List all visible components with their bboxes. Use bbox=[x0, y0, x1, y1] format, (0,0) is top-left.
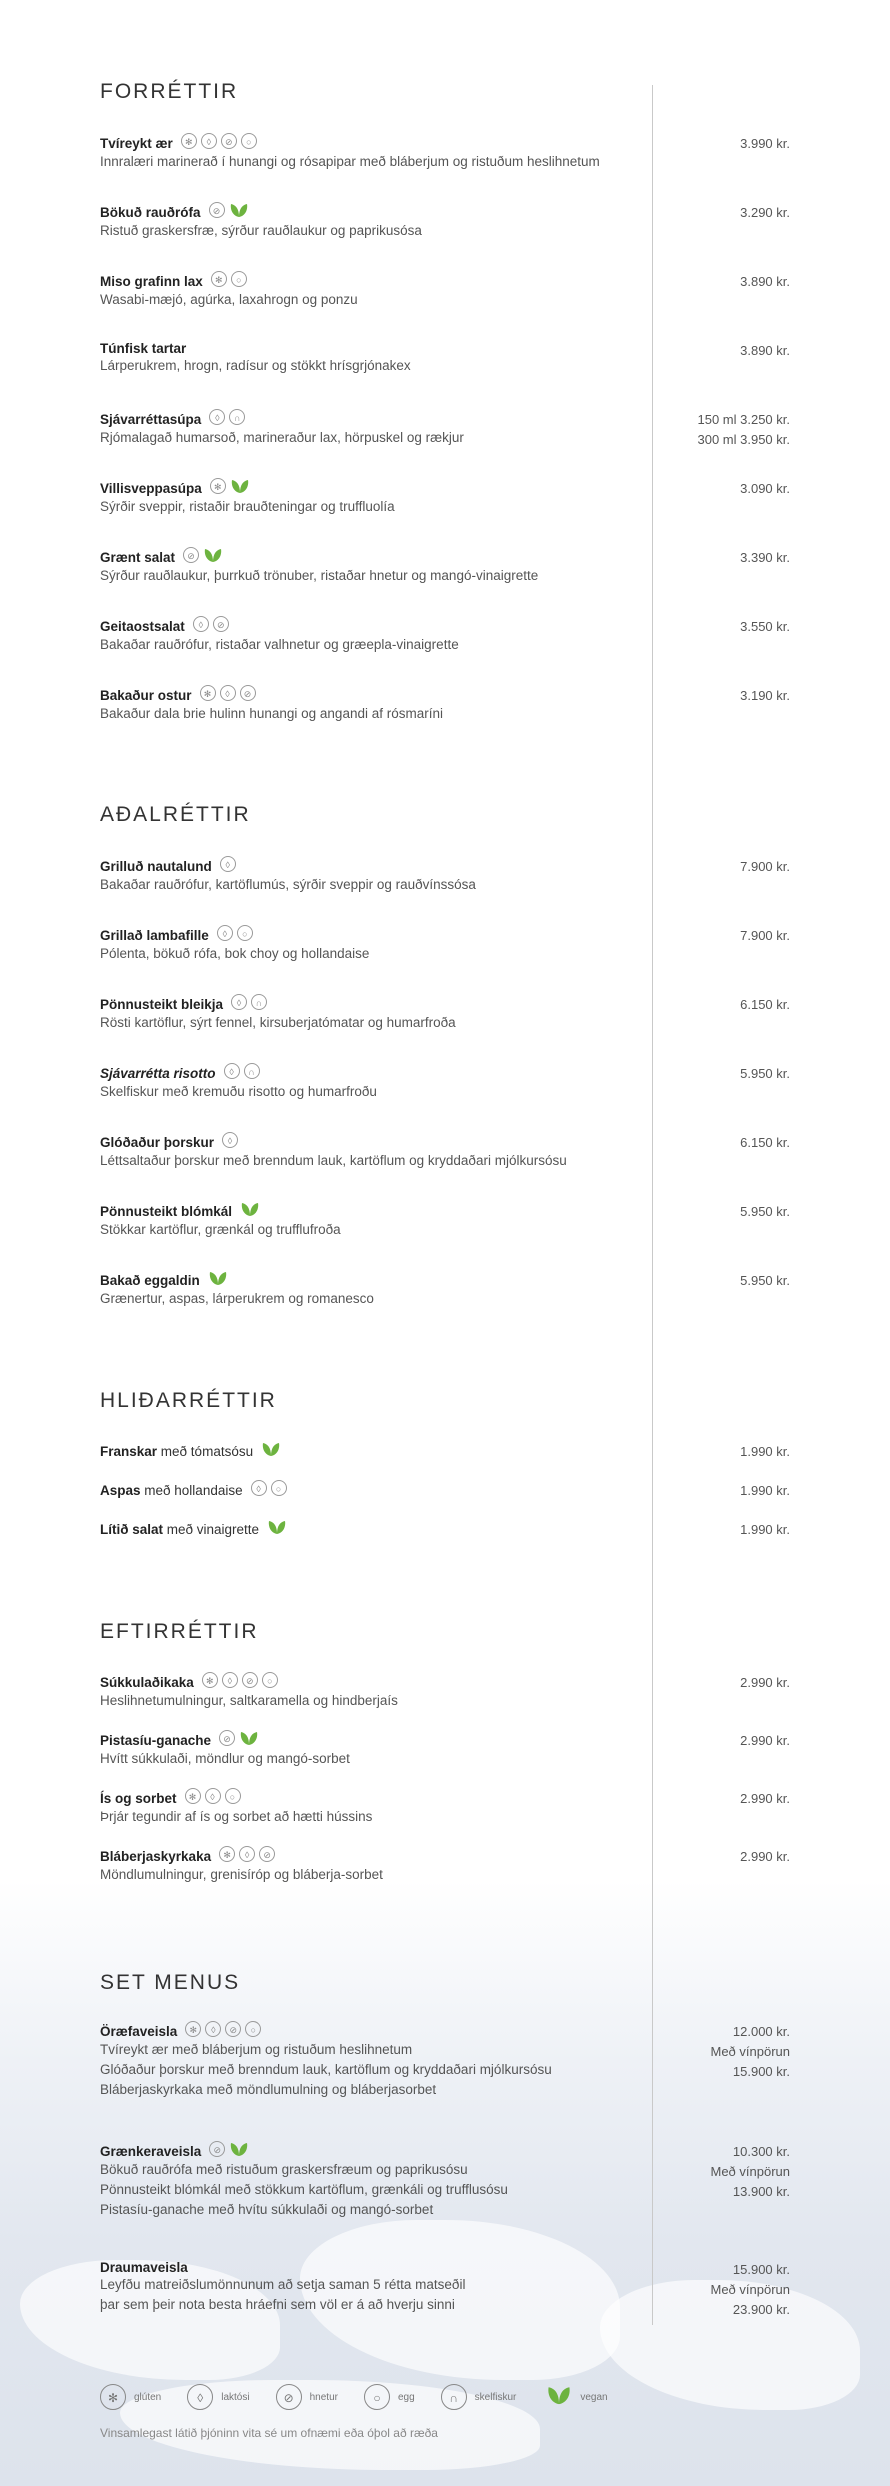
gluten-icon: ✻ bbox=[211, 271, 227, 287]
item-description: Rjómalagað humarsoð, marineraður lax, hörpuskel og rækjur bbox=[100, 430, 464, 445]
legend-item-hnetur bbox=[276, 2384, 338, 2410]
menu-item bbox=[100, 1202, 790, 1240]
item-description: Sýrðir sveppir, ristaðir brauðteningar og truffluolía bbox=[100, 499, 395, 514]
item-name: Draumaveisla bbox=[100, 2260, 188, 2275]
gluten-icon: ✻ bbox=[210, 478, 226, 494]
allergen-icons bbox=[206, 479, 250, 497]
allergen-icons bbox=[205, 2142, 249, 2160]
item-name: Ís og sorbet bbox=[100, 1790, 177, 1806]
item-name: Bakað eggaldin bbox=[100, 1272, 200, 1288]
price-line: Með vínpörun bbox=[710, 2164, 790, 2179]
egg-icon: ○ bbox=[241, 133, 257, 149]
laktosi-icon: ◊ bbox=[222, 1672, 238, 1688]
egg-icon: ○ bbox=[245, 2021, 261, 2037]
laktosi-icon: ◊ bbox=[205, 1788, 221, 1804]
hnetur-icon: ⊘ bbox=[242, 1672, 258, 1688]
item-name: Tvíreykt ær bbox=[100, 135, 173, 151]
item-price: 1.990 kr. bbox=[740, 1444, 790, 1459]
hnetur-icon: ⊘ bbox=[221, 133, 237, 149]
legend-item-vegan bbox=[542, 2386, 607, 2408]
egg-icon: ○ bbox=[231, 271, 247, 287]
menu-item bbox=[100, 1064, 790, 1102]
item-price: 2.990 kr. bbox=[740, 1791, 790, 1806]
item-price: 3.190 kr. bbox=[740, 688, 790, 703]
section-setmenus bbox=[100, 1971, 790, 1995]
item-description: Tvíreykt ær með bláberjum og ristuðum heslihnetum bbox=[100, 2042, 413, 2057]
egg-icon: ○ bbox=[364, 2384, 390, 2410]
item-description: Þrjár tegundir af ís og sorbet að hætti hússins bbox=[100, 1809, 373, 1824]
legend-label: laktósi bbox=[221, 2391, 250, 2403]
item-suffix: með vinaigrette bbox=[163, 1521, 260, 1537]
menu-item bbox=[100, 686, 790, 724]
menu-item bbox=[100, 2022, 790, 2100]
menu-item bbox=[100, 548, 790, 586]
allergen-icons bbox=[205, 410, 245, 428]
laktosi-icon: ◊ bbox=[201, 133, 217, 149]
allergen-icons bbox=[216, 857, 236, 875]
legend-label: glúten bbox=[134, 2391, 162, 2403]
item-description: Leyfðu matreiðslumönnunum að setja saman 5 rétta matseðil bbox=[100, 2277, 466, 2292]
item-name: Grilluð nautalund bbox=[100, 858, 212, 874]
item-description: Grænertur, aspas, lárperukrem og romanesco bbox=[100, 1291, 374, 1306]
hnetur-icon: ⊘ bbox=[276, 2384, 302, 2410]
price-line: 15.900 kr. bbox=[732, 2064, 790, 2079]
item-price: 7.900 kr. bbox=[740, 928, 790, 943]
item-price: 5.950 kr. bbox=[740, 1273, 790, 1288]
vegan-icon bbox=[229, 2141, 249, 2157]
item-description: Pönnusteikt blómkál með stökkum kartöflum, grænkáli og trufflusósu bbox=[100, 2182, 508, 2197]
allergen-icons bbox=[181, 1789, 241, 1807]
legend-item-egg bbox=[364, 2384, 415, 2410]
allergen-icons bbox=[263, 1520, 287, 1538]
price-line: 13.900 kr. bbox=[732, 2184, 790, 2199]
allergen-icons bbox=[213, 926, 253, 944]
item-name: Pönnusteikt bleikja bbox=[100, 996, 224, 1012]
item-price: 5.950 kr. bbox=[740, 1066, 790, 1081]
vegan-icon bbox=[229, 202, 249, 218]
menu-item bbox=[100, 1673, 790, 1711]
item-suffix: með tómatsósu bbox=[157, 1443, 254, 1459]
item-name: Súkkulaðikaka bbox=[100, 1674, 194, 1690]
gluten-icon: ✻ bbox=[202, 1672, 218, 1688]
laktosi-icon: ◊ bbox=[220, 685, 236, 701]
item-name: Bakaður ostur bbox=[100, 687, 192, 703]
vegan-icon bbox=[267, 1519, 287, 1535]
section-eftirrettir bbox=[100, 1620, 790, 1644]
allergen-icons bbox=[215, 1847, 275, 1865]
allergen-icons bbox=[181, 2022, 261, 2040]
menu-item bbox=[100, 2142, 790, 2220]
item-description: Pistasíu-ganache með hvítu súkkulaði og mangó-sorbet bbox=[100, 2202, 434, 2217]
item-description: Lárperukrem, hrogn, radísur og stökkt hrísgrjónakex bbox=[100, 358, 411, 373]
laktosi-icon: ◊ bbox=[217, 925, 233, 941]
section-title: HLIÐARRÉTTIR bbox=[100, 1389, 277, 1412]
egg-icon: ○ bbox=[225, 1788, 241, 1804]
hnetur-icon: ⊘ bbox=[209, 202, 225, 218]
legend-label: egg bbox=[397, 2391, 415, 2403]
gluten-icon: ✻ bbox=[219, 1846, 235, 1862]
item-name: Miso grafinn lax bbox=[100, 273, 203, 289]
legend-label: skelfiskur bbox=[474, 2391, 517, 2403]
allergen-icons bbox=[215, 1731, 259, 1749]
legend-label: hnetur bbox=[309, 2391, 338, 2403]
item-price: 3.290 kr. bbox=[740, 205, 790, 220]
price-line: 15.900 kr. bbox=[732, 2262, 790, 2277]
price-line: 300 ml 3.950 kr. bbox=[697, 432, 790, 447]
menu-item bbox=[100, 1520, 790, 1538]
menu-item bbox=[100, 203, 790, 241]
item-name: Pönnusteikt blómkál bbox=[100, 1203, 233, 1219]
item-description: Bakaðar rauðrófur, ristaðar valhnetur og græepla-vinaigrette bbox=[100, 637, 459, 652]
hnetur-icon: ⊘ bbox=[259, 1846, 275, 1862]
section-adalrettir bbox=[100, 803, 790, 827]
item-description: þar sem þeir nota besta hráefni sem völ er á að hverju sinni bbox=[100, 2297, 455, 2312]
vegan-icon bbox=[239, 1730, 259, 1746]
menu-item bbox=[100, 1442, 790, 1460]
laktosi-icon: ◊ bbox=[231, 994, 247, 1010]
skelfiskur-icon: ∩ bbox=[441, 2384, 467, 2410]
item-name: Bláberjaskyrkaka bbox=[100, 1848, 212, 1864]
vegan-icon bbox=[240, 1201, 260, 1217]
item-description: Léttsaltaður þorskur með brenndum lauk, kartöflum og kryddaðari mjólkursósu bbox=[100, 1153, 567, 1168]
item-name: Bökuð rauðrófa bbox=[100, 204, 201, 220]
legend-item-glúten bbox=[100, 2384, 161, 2410]
hnetur-icon: ⊘ bbox=[213, 616, 229, 632]
menu-item bbox=[100, 2260, 790, 2315]
laktosi-icon: ◊ bbox=[220, 856, 236, 872]
vegan-icon bbox=[203, 547, 223, 563]
menu-item bbox=[100, 1789, 790, 1827]
item-description: Innralæri marinerað í hunangi og rósapipar með bláberjum og ristuðum heslihnetum bbox=[100, 154, 600, 169]
item-price: 7.900 kr. bbox=[740, 859, 790, 874]
egg-icon: ○ bbox=[237, 925, 253, 941]
section-hlidarrettir bbox=[100, 1389, 790, 1413]
laktosi-icon: ◊ bbox=[193, 616, 209, 632]
item-description: Bökuð rauðrófa með ristuðum graskersfræum og paprikusósu bbox=[100, 2162, 468, 2177]
item-price: 3.890 kr. bbox=[740, 274, 790, 289]
allergen-icons bbox=[189, 617, 229, 635]
menu-item bbox=[100, 410, 790, 448]
item-description: Möndlumulningur, grenisíróp og bláberja-sorbet bbox=[100, 1867, 383, 1882]
item-name: Geitaostsalat bbox=[100, 618, 185, 634]
item-price bbox=[711, 2260, 791, 2320]
egg-icon: ○ bbox=[271, 1480, 287, 1496]
item-description: Stökkar kartöflur, grænkál og trufflufroða bbox=[100, 1222, 341, 1237]
laktosi-icon: ◊ bbox=[222, 1132, 238, 1148]
allergen-icons bbox=[205, 203, 249, 221]
item-price: 2.990 kr. bbox=[740, 1849, 790, 1864]
item-description: Ristuð graskersfræ, sýrður rauðlaukur og paprikusósa bbox=[100, 223, 422, 238]
vegan-icon bbox=[261, 1441, 281, 1457]
laktosi-icon: ◊ bbox=[224, 1063, 240, 1079]
hnetur-icon: ⊘ bbox=[240, 685, 256, 701]
item-name: Pistasíu-ganache bbox=[100, 1732, 212, 1748]
item-price: 1.990 kr. bbox=[740, 1483, 790, 1498]
item-price bbox=[711, 2022, 791, 2082]
item-description: Bakaðar rauðrófur, kartöflumús, sýrðir sveppir og rauðvínssósa bbox=[100, 877, 476, 892]
allergen-icons bbox=[196, 686, 256, 704]
menu-item bbox=[100, 341, 790, 376]
item-price: 2.990 kr. bbox=[740, 1675, 790, 1690]
allergen-icons bbox=[198, 1673, 278, 1691]
section-title: AÐALRÉTTIR bbox=[100, 803, 251, 826]
item-description: Bakaður dala brie hulinn hunangi og angandi af rósmaríni bbox=[100, 706, 443, 721]
item-price bbox=[711, 2142, 791, 2202]
skelfiskur-icon: ∩ bbox=[251, 994, 267, 1010]
item-price: 6.150 kr. bbox=[740, 997, 790, 1012]
legend-label: vegan bbox=[580, 2391, 608, 2403]
price-line: 10.300 kr. bbox=[732, 2144, 790, 2159]
vegan-icon bbox=[230, 478, 250, 494]
menu-item bbox=[100, 857, 790, 895]
allergen-icons bbox=[177, 134, 257, 152]
menu-item bbox=[100, 926, 790, 964]
allergen-icons bbox=[227, 995, 267, 1013]
allergen-legend bbox=[100, 2384, 634, 2410]
section-title: FORRÉTTIR bbox=[100, 80, 239, 103]
menu-item bbox=[100, 1731, 790, 1769]
allergen-icons bbox=[204, 1271, 228, 1289]
gluten-icon: ✻ bbox=[200, 685, 216, 701]
item-suffix: með hollandaise bbox=[140, 1482, 243, 1498]
item-name: Villisveppasúpa bbox=[100, 480, 202, 496]
menu-item bbox=[100, 617, 790, 655]
item-description: Rösti kartöflur, sýrt fennel, kirsuberjatómatar og humarfroða bbox=[100, 1015, 456, 1030]
item-description: Wasabi-mæjó, agúrka, laxahrogn og ponzu bbox=[100, 292, 358, 307]
item-name: Aspas bbox=[100, 1482, 141, 1498]
menu-item bbox=[100, 134, 790, 172]
gluten-icon: ✻ bbox=[185, 2021, 201, 2037]
allergen-icons bbox=[220, 1064, 260, 1082]
item-price: 3.890 kr. bbox=[740, 343, 790, 358]
hnetur-icon: ⊘ bbox=[225, 2021, 241, 2037]
allergen-icons bbox=[247, 1481, 287, 1499]
skelfiskur-icon: ∩ bbox=[229, 409, 245, 425]
item-name: Grillað lambafille bbox=[100, 927, 209, 943]
hnetur-icon: ⊘ bbox=[209, 2141, 225, 2157]
menu-item bbox=[100, 1847, 790, 1885]
item-price: 1.990 kr. bbox=[740, 1522, 790, 1537]
item-price: 3.990 kr. bbox=[740, 136, 790, 151]
item-price: 5.950 kr. bbox=[740, 1204, 790, 1219]
egg-icon: ○ bbox=[262, 1672, 278, 1688]
allergen-icons bbox=[179, 548, 223, 566]
price-line: Með vínpörun bbox=[710, 2282, 790, 2297]
vegan-icon bbox=[208, 1270, 228, 1286]
item-name: Franskar bbox=[100, 1443, 158, 1459]
section-forrettir bbox=[100, 80, 790, 104]
laktosi-icon: ◊ bbox=[209, 409, 225, 425]
item-description: Glóðaður þorskur með brenndum lauk, kartöflum og kryddaðari mjólkursósu bbox=[100, 2062, 552, 2077]
allergen-icons bbox=[257, 1442, 281, 1460]
item-description: Pólenta, bökuð rófa, bok choy og hollandaise bbox=[100, 946, 370, 961]
item-name: Sjávarrétta risotto bbox=[100, 1065, 216, 1081]
laktosi-icon: ◊ bbox=[205, 2021, 221, 2037]
item-name: Öræfaveisla bbox=[100, 2023, 178, 2039]
skelfiskur-icon: ∩ bbox=[244, 1063, 260, 1079]
laktosi-icon: ◊ bbox=[187, 2384, 213, 2410]
allergen-icons bbox=[218, 1133, 238, 1151]
menu-item bbox=[100, 1271, 790, 1309]
item-name: Grænt salat bbox=[100, 549, 176, 565]
menu-item bbox=[100, 272, 790, 310]
laktosi-icon: ◊ bbox=[239, 1846, 255, 1862]
price-line: Með vínpörun bbox=[710, 2044, 790, 2059]
legend-item-laktósi bbox=[187, 2384, 249, 2410]
item-price bbox=[698, 410, 791, 450]
hnetur-icon: ⊘ bbox=[183, 547, 199, 563]
item-description: Skelfiskur með kremuðu risotto og humarfroðu bbox=[100, 1084, 377, 1099]
price-line: 23.900 kr. bbox=[732, 2302, 790, 2317]
gluten-icon: ✻ bbox=[100, 2384, 126, 2410]
item-name: Sjávarréttasúpa bbox=[100, 411, 202, 427]
item-name: Glóðaður þorskur bbox=[100, 1134, 215, 1150]
gluten-icon: ✻ bbox=[181, 133, 197, 149]
allergen-icons bbox=[236, 1202, 260, 1220]
item-description: Hvítt súkkulaði, möndlur og mangó-sorbet bbox=[100, 1751, 350, 1766]
item-name: Túnfisk tartar bbox=[100, 341, 187, 356]
item-name: Grænkeraveisla bbox=[100, 2143, 202, 2159]
menu-item bbox=[100, 479, 790, 517]
gluten-icon: ✻ bbox=[185, 1788, 201, 1804]
section-title: SET MENUS bbox=[100, 1971, 241, 1994]
legend-item-skelfiskur bbox=[441, 2384, 517, 2410]
item-description: Heslihnetumulningur, saltkaramella og hindberjaís bbox=[100, 1693, 398, 1708]
price-line: 12.000 kr. bbox=[732, 2024, 790, 2039]
item-price: 2.990 kr. bbox=[740, 1733, 790, 1748]
price-line: 150 ml 3.250 kr. bbox=[697, 412, 790, 427]
menu-item bbox=[100, 995, 790, 1033]
section-title: EFTIRRÉTTIR bbox=[100, 1620, 259, 1643]
allergy-note: Vinsamlegast látið þjóninn vita sé um ofnæmi eða óþol að ræða bbox=[100, 2426, 438, 2440]
item-description: Sýrður rauðlaukur, þurrkuð trönuber, ristaðar hnetur og mangó-vinaigrette bbox=[100, 568, 539, 583]
item-price: 3.390 kr. bbox=[740, 550, 790, 565]
allergen-icons bbox=[207, 272, 247, 290]
item-price: 3.550 kr. bbox=[740, 619, 790, 634]
vegan-icon bbox=[546, 2384, 572, 2406]
hnetur-icon: ⊘ bbox=[219, 1730, 235, 1746]
item-price: 6.150 kr. bbox=[740, 1135, 790, 1150]
menu-item bbox=[100, 1481, 790, 1499]
item-description: Bláberjaskyrkaka með möndlumulning og bláberjasorbet bbox=[100, 2082, 437, 2097]
item-name: Lítið salat bbox=[100, 1521, 164, 1537]
item-price: 3.090 kr. bbox=[740, 481, 790, 496]
laktosi-icon: ◊ bbox=[251, 1480, 267, 1496]
menu-item bbox=[100, 1133, 790, 1171]
